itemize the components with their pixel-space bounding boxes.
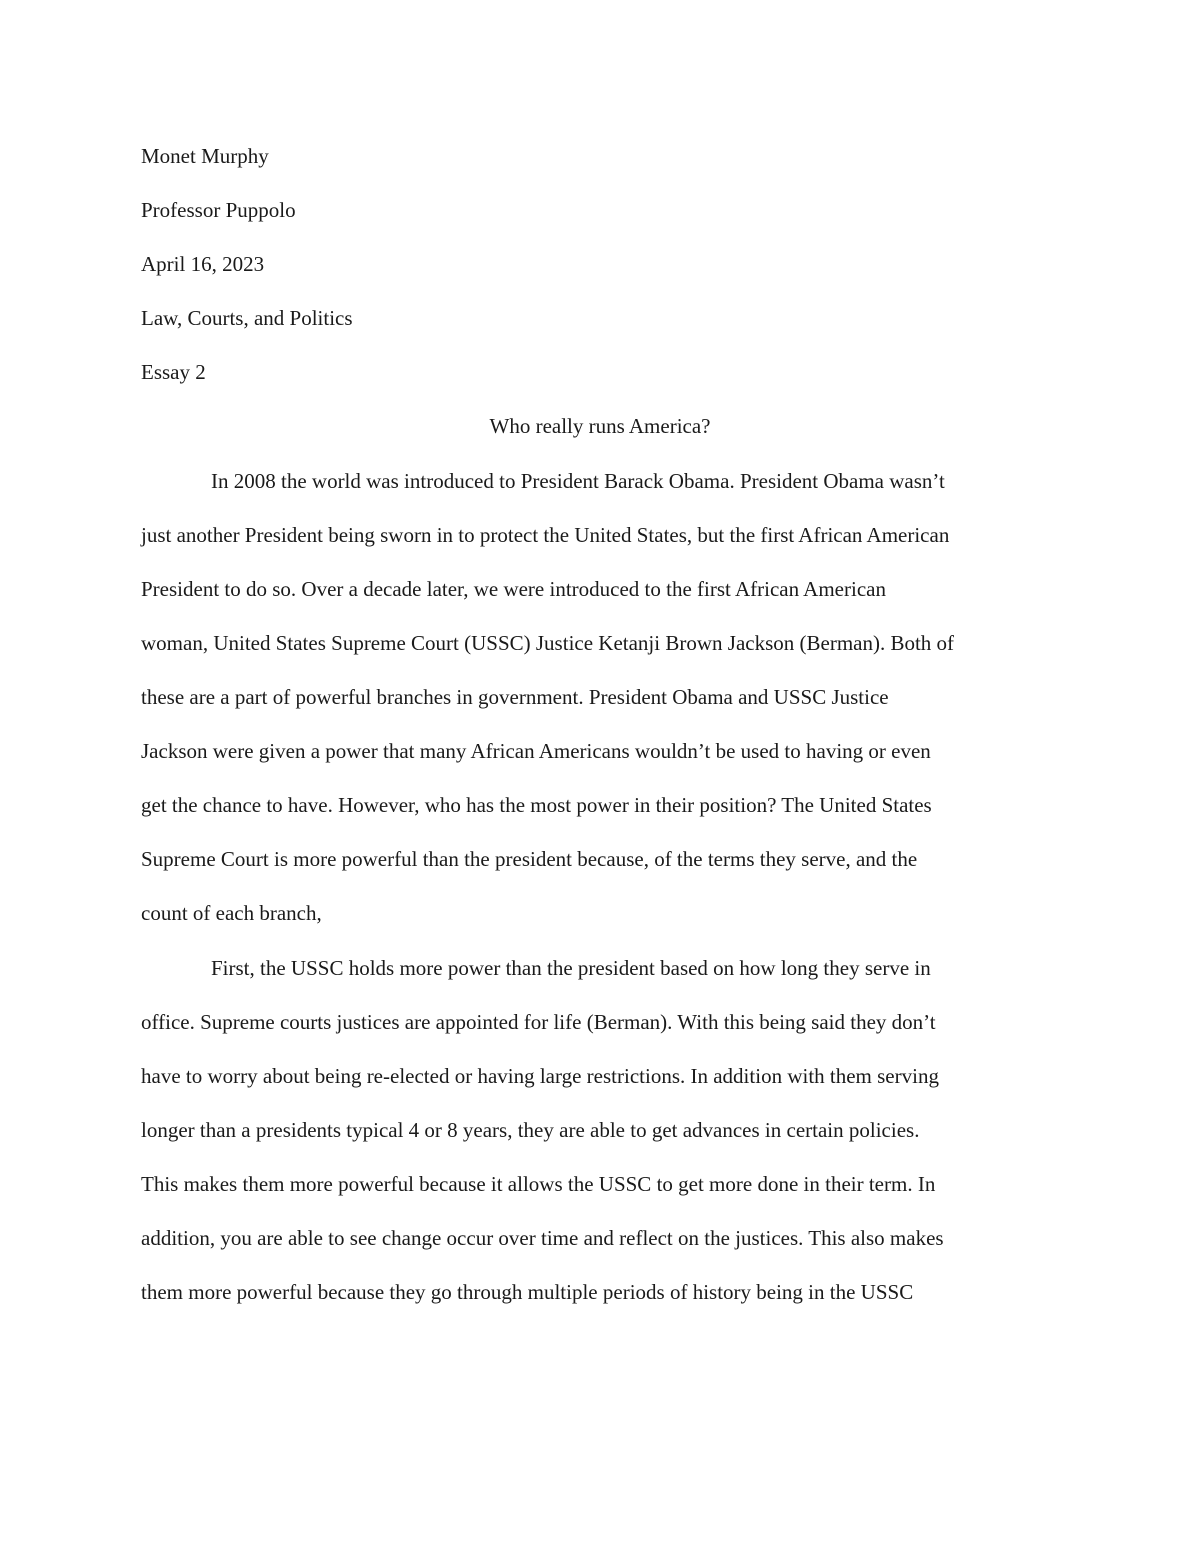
paragraph-1-line: Jackson were given a power that many African Americans wouldn’t be used to having or even bbox=[141, 739, 931, 763]
student-name: Monet Murphy bbox=[141, 144, 269, 168]
paragraph-1-line: woman, United States Supreme Court (USSC) Justice Ketanji Brown Jackson (Berman). Both of bbox=[141, 631, 955, 655]
paragraph-2-line: addition, you are able to see change occur over time and reflect on the justices. This also makes bbox=[141, 1226, 944, 1250]
paragraph-1-line: In 2008 the world was introduced to President Barack Obama. President Obama wasn’t bbox=[211, 469, 945, 493]
paragraph-1-line: get the chance to have. However, who has the most power in their position? The United States bbox=[141, 793, 932, 817]
paragraph-2-line: have to worry about being re-elected or having large restrictions. In addition with them serving bbox=[141, 1064, 939, 1088]
paragraph-2-line: longer than a presidents typical 4 or 8 years, they are able to get advances in certain policies. bbox=[141, 1118, 920, 1142]
paragraph-2-line: office. Supreme courts justices are appointed for life (Berman). With this being said they don’t bbox=[141, 1010, 936, 1034]
essay-title: Who really runs America? bbox=[489, 414, 711, 438]
assignment-name: Essay 2 bbox=[141, 360, 206, 384]
paragraph-1-line: these are a part of powerful branches in government. President Obama and USSC Justice bbox=[141, 685, 889, 709]
paragraph-2-line: First, the USSC holds more power than the president based on how long they serve in bbox=[211, 956, 931, 980]
paragraph-1-line: President to do so. Over a decade later, we were introduced to the first African American bbox=[141, 577, 886, 601]
essay-date: April 16, 2023 bbox=[141, 252, 265, 276]
paragraph-1-line: Supreme Court is more powerful than the president because, of the terms they serve, and the bbox=[141, 847, 918, 871]
professor-name: Professor Puppolo bbox=[141, 198, 296, 222]
paragraph-1-line: count of each branch, bbox=[141, 901, 322, 925]
paragraph-2-line: them more powerful because they go through multiple periods of history being in the USSC bbox=[141, 1280, 914, 1304]
course-name: Law, Courts, and Politics bbox=[141, 306, 353, 330]
paragraph-1-line: just another President being sworn in to protect the United States, but the first African American bbox=[141, 523, 950, 547]
paragraph-2-line: This makes them more powerful because it allows the USSC to get more done in their term. In bbox=[141, 1172, 936, 1196]
